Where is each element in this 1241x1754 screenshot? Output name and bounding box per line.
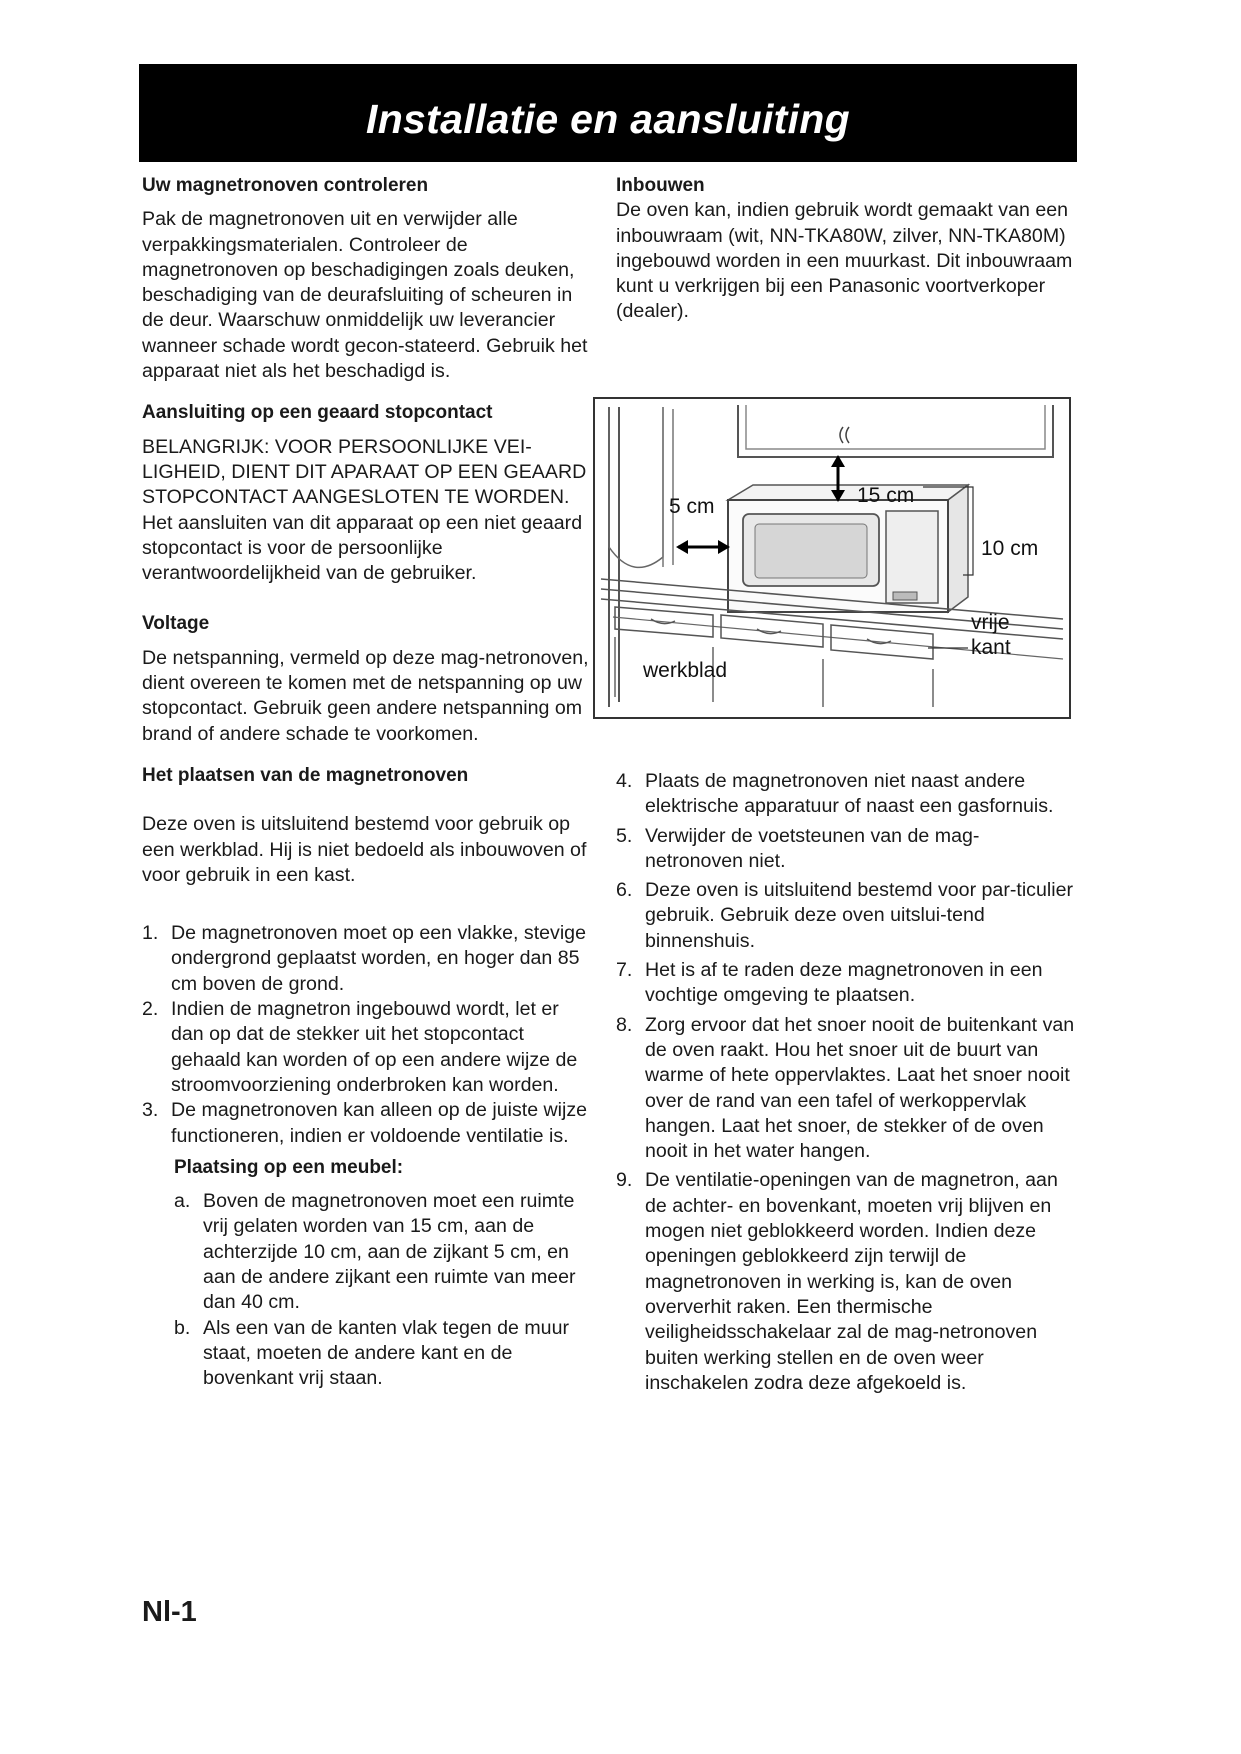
list-item: 7. Het is af te raden deze magnetronoven in een vochtige omgeving te plaatsen. xyxy=(616,959,1043,1007)
list-item: 5. Verwijder de voetsteunen van de mag-netronoven niet. xyxy=(616,824,980,872)
label-free-side-1: vrije xyxy=(971,611,1010,634)
check-text: Pak de magnetronoven uit en verwijder alle verpakkingsmaterialen. Controleer de magnetronoven op beschadigingen zoals deuken, beschadiging van de deurafsluiting of scheuren in de deur. Waarschuw onmiddelijk uw leverancier wanneer schade wordt gecon-stateerd. Gebruik het apparaat niet als het beschadigd is. xyxy=(142,208,588,383)
right-column-top xyxy=(616,173,1076,325)
list-item: a. Boven de magnetronoven moet een ruimte vrij gelaten worden van 15 cm, aan de achterzijde 10 cm, aan de zijkant 5 cm, en aan de andere zijkant een ruimte van meer dan 40 cm. xyxy=(174,1190,576,1314)
voltage-heading: Voltage xyxy=(142,613,210,635)
label-top-clearance: 15 cm xyxy=(857,484,915,507)
label-side-clearance: 5 cm xyxy=(669,495,715,518)
right-column-bottom xyxy=(616,769,1076,1396)
left-column xyxy=(142,173,590,1391)
list-item: 1. De magnetronoven moet op een vlakke, stevige ondergrond geplaatst worden, en hoger dan 85 cm boven de grond. xyxy=(142,922,586,995)
page-number: Nl-1 xyxy=(142,1596,197,1628)
label-counter: werkblad xyxy=(643,659,728,682)
list-item: 2. Indien de magnetron ingebouwd wordt, let er dan op dat de stekker uit het stopcontact gehaald kan worden of op een andere wijze de stroomvoorziening onderbroken kan worden. xyxy=(142,998,578,1096)
voltage-text: De netspanning, vermeld op deze mag-netronoven, dient overeen te komen met de netspanning op uw stopcontact. Gebruik geen andere netspanning om brand of andere schade te voorkomen. xyxy=(142,646,589,745)
title-banner xyxy=(139,64,1077,162)
ground-text: Het aansluiten van dit apparaat op een niet geaard stopcontact is voor de persoonlijke verantwoordelijkheid van de gebruiker. xyxy=(142,511,583,585)
check-heading: Uw magnetronoven controleren xyxy=(142,175,429,196)
list-item: 6. Deze oven is uitsluitend bestemd voor par-ticulier gebruik. Gebruik deze oven uitslui-tend binnenshuis. xyxy=(616,879,1074,952)
page-title: Installatie en aansluiting xyxy=(366,95,850,142)
furniture-list xyxy=(174,1189,590,1391)
furniture-heading: Plaatsing op een meubel: xyxy=(174,1156,404,1178)
clearance-diagram xyxy=(593,397,1071,719)
ground-heading: Aansluiting op een geaard stopcontact xyxy=(142,402,493,424)
placing-heading: Het plaatsen van de magnetronoven xyxy=(142,764,469,786)
ground-warning: BELANGRIJK: VOOR PERSOONLIJKE VEI-LIGHEID, DIENT DIT APARAAT OP EEN GEAARD STOPCONTACT AANGESLOTEN TE WORDEN. xyxy=(142,435,587,509)
label-back-clearance: 10 cm xyxy=(981,537,1039,560)
builtin-heading: Inbouwen xyxy=(616,175,705,196)
placement-list xyxy=(142,921,590,1149)
label-free-side-2: kant xyxy=(971,636,1011,659)
list-item: 3. De magnetronoven kan alleen op de juiste wijze functioneren, indien er voldoende ventilatie is. xyxy=(142,1099,588,1147)
placing-text: Deze oven is uitsluitend bestemd voor gebruik op een werkblad. Hij is niet bedoeld als inbouwoven of voor gebruik in een kast. xyxy=(142,813,587,886)
list-item: 4. Plaats de magnetronoven niet naast andere elektrische apparatuur of naast een gasfornuis. xyxy=(616,770,1054,818)
list-item: b. Als een van de kanten vlak tegen de muur staat, moeten de andere kant en de bovenkant vrij staan. xyxy=(174,1316,569,1390)
furniture-section xyxy=(142,1155,590,1392)
list-item: 8. Zorg ervoor dat het snoer nooit de buitenkant van de oven raakt. Hou het snoer uit de buurt van warme of hete oppervlaktes. Laat het snoer nooit over de rand van een tafel of werkoppervlak hangen. Laat het snoer, de stekker of de oven nooit in het water hangen. xyxy=(616,1013,1075,1163)
instructions-list xyxy=(616,769,1076,1396)
builtin-text: De oven kan, indien gebruik wordt gemaakt van een inbouwraam (wit, NN-TKA80W, zilver, NN-TKA80M) ingebouwd worden in een muurkast. Dit inbouwraam kunt u verkrijgen bij een Panasonic voortverkoper (dealer). xyxy=(616,199,1073,323)
list-item: 9. De ventilatie-openingen van de magnetron, aan de achter- en bovenkant, moeten vrij blijven en mogen niet geblokkeerd worden. Indien deze openingen geblokkeerd zijn terwijl de magnetronoven in werking is, kan de oven oververhit raken. Een thermische veiligheidsschakelaar zal de mag-netronoven buiten werking stellen en de oven weer inschakelen zodra deze afgekoeld is. xyxy=(616,1169,1058,1394)
